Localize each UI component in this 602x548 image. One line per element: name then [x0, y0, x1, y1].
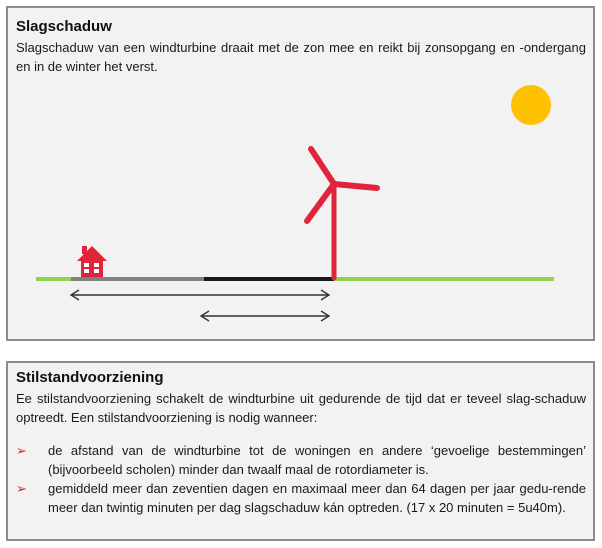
sun-icon: [511, 85, 551, 125]
list-item: [16, 479, 586, 517]
list-item: [16, 441, 586, 479]
slagschaduw-title: Slagschaduw: [16, 18, 112, 35]
slagschaduw-description: Slagschaduw van een windturbine draait met de zon mee en reikt bij zonsopgang en -ondergang en in de winter het verst.: [16, 40, 586, 74]
wind-turbine-icon: [307, 149, 377, 278]
long-shadow-arrow: [71, 290, 329, 300]
bullet-text: de afstand van de windturbine tot de woningen en andere ‘gevoelige bestemmingen’ (bijvoorbeeld scholen) minder dan twaalf maal de rotordiameter is.: [48, 443, 586, 477]
stilstand-panel: [6, 361, 595, 541]
stilstand-intro: Ee stilstandvoorziening schakelt de windturbine uit gedurende de tijd dat er teveel slag-schaduw optreedt. Een stilstandvoorziening is nodig wanneer:: [16, 391, 586, 425]
short-shadow-arrow: [201, 311, 329, 321]
shadow-diagram: [8, 8, 593, 339]
stilstand-title: Stilstandvoorziening: [16, 369, 164, 386]
stilstand-bullet-list: [16, 441, 586, 517]
arrow-bullet-icon: ➢: [16, 443, 27, 458]
house-icon: [77, 246, 107, 277]
slagschaduw-panel: [6, 6, 595, 341]
arrow-bullet-icon: ➢: [16, 481, 27, 496]
bullet-text: gemiddeld meer dan zeventien dagen en maximaal meer dan 64 dagen per jaar gedu-rende meer dan twintig minuten per dag slagschaduw kán optreden. (17 x 20 minuten = 5u40m).: [48, 481, 586, 515]
